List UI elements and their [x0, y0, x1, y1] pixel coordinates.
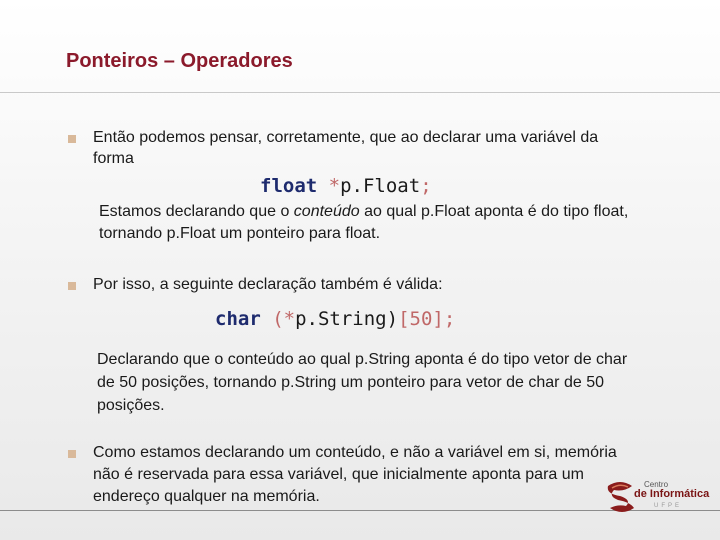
code-close-paren: ) [386, 308, 399, 330]
code-char-declaration [215, 307, 455, 331]
slide-title: Ponteiros – Operadores [66, 50, 293, 72]
code-operator-star: * [328, 175, 341, 197]
code-semicolon-2: ; [443, 308, 456, 330]
explanation-2-line-2: de 50 posições, tornando p.String um ponteiro para vetor de char de 50 [97, 374, 604, 391]
bullet-3-line-3: endereço qualquer na memória. [93, 488, 320, 505]
logo-text-centro: Centro [644, 480, 669, 489]
bullet-2-line-1: Por isso, a seguinte declaração também é válida: [93, 276, 443, 293]
bullet-1-line-1: Então podemos pensar, corretamente, que ao declarar uma variável da [93, 129, 599, 146]
explanation-1-post: ao qual p.Float aponta é do tipo float, [359, 203, 629, 220]
title-divider [0, 92, 720, 93]
explanation-1-line-2: tornando p.Float um ponteiro para float. [99, 225, 381, 242]
logo-text-ufpe: UFPE [654, 503, 683, 509]
code-identifier-pfloat: p.Float [340, 175, 421, 197]
explanation-1-emphasis: conteúdo [293, 203, 360, 220]
bullet-3-line-2: não é reservada para essa variável, que inicialmente aponta para um [93, 466, 584, 483]
bullet-marker-3 [68, 450, 76, 458]
explanation-2-line-1: Declarando que o conteúdo ao qual p.String aponta é do tipo vetor de char [97, 351, 628, 368]
bullet-3-line-1: Como estamos declarando um conteúdo, e não a variável em si, memória [93, 444, 617, 461]
code-semicolon: ; [420, 175, 432, 197]
bullet-1-line-2: forma [93, 150, 134, 167]
code-identifier-pstring: p.String [295, 308, 387, 330]
logo-text-informatica: de Informática [634, 488, 710, 500]
explanation-1-line-1 [99, 201, 628, 222]
code-float-declaration [260, 174, 432, 198]
code-array-size: [50] [398, 308, 444, 330]
explanation-2-line-3: posições. [97, 397, 165, 414]
code-open-paren-star: (* [272, 308, 296, 330]
cin-logo-mark-icon [604, 478, 638, 514]
bullet-marker-2 [68, 282, 76, 290]
code-keyword-char: char [215, 308, 261, 330]
explanation-1-pre: Estamos declarando que o [99, 203, 294, 220]
cin-logo [604, 478, 716, 516]
bullet-marker-1 [68, 135, 76, 143]
code-keyword-float: float [260, 175, 318, 197]
